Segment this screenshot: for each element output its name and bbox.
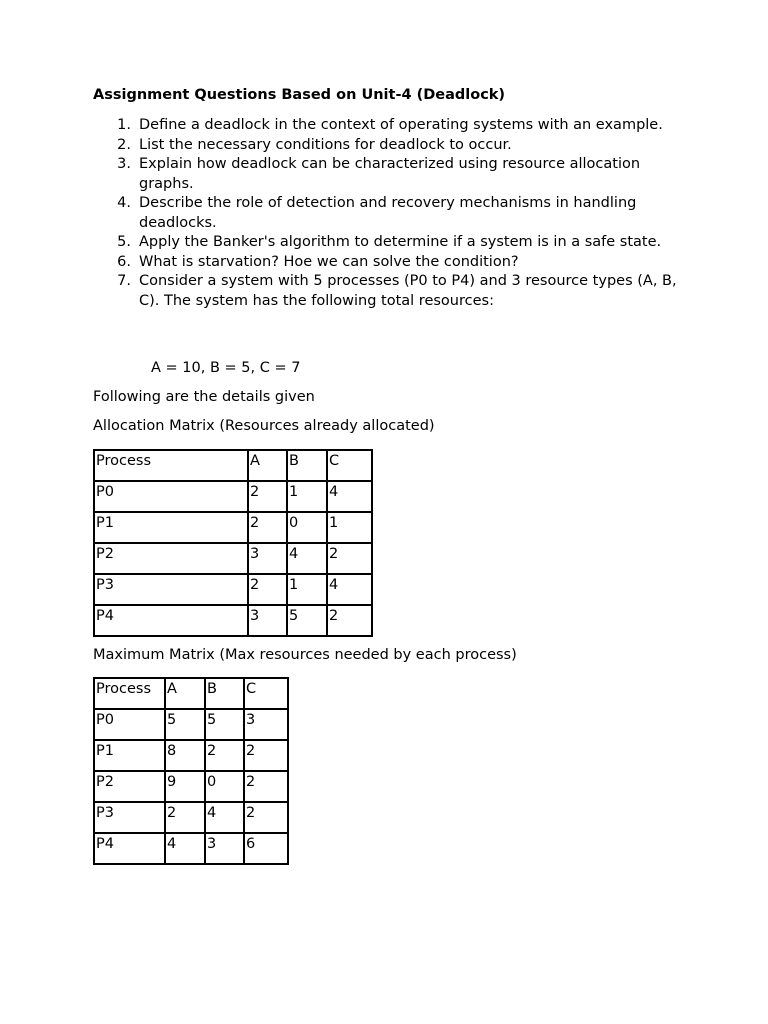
table-row xyxy=(94,771,288,802)
allocation-matrix-table xyxy=(93,449,373,637)
table-cell: P1 xyxy=(94,740,165,771)
list-item xyxy=(93,194,693,233)
table-cell: 2 xyxy=(327,543,372,574)
question-number: 6. xyxy=(117,253,131,270)
table-row xyxy=(94,512,372,543)
table-cell: 1 xyxy=(287,574,327,605)
list-item xyxy=(93,116,693,136)
total-resources: A = 10, B = 5, C = 7 xyxy=(151,360,301,376)
table-cell: 4 xyxy=(287,543,327,574)
table-cell: P4 xyxy=(94,605,248,636)
table-cell: 2 xyxy=(248,574,287,605)
table-cell: 3 xyxy=(205,833,244,864)
table-row xyxy=(94,543,372,574)
table-cell: 5 xyxy=(287,605,327,636)
question-text: List the necessary conditions for deadlock to occur. xyxy=(139,136,512,153)
table-cell: 0 xyxy=(205,771,244,802)
question-number: 5. xyxy=(117,234,131,250)
list-item xyxy=(93,253,693,273)
header-cell: Process xyxy=(94,450,248,481)
list-item xyxy=(93,272,693,311)
table-cell: P3 xyxy=(94,802,165,833)
details-intro: Following are the details given xyxy=(93,389,315,405)
table-row xyxy=(94,481,372,512)
table-cell: 4 xyxy=(205,802,244,833)
table-header-row xyxy=(94,450,372,481)
header-cell: C xyxy=(244,678,288,709)
table-cell: 2 xyxy=(248,512,287,543)
question-text: Apply the Banker's algorithm to determine if a system is in a safe state. xyxy=(139,234,662,250)
header-cell: A xyxy=(165,678,205,709)
table-cell: 2 xyxy=(244,771,288,802)
table-cell: 2 xyxy=(327,605,372,636)
table-cell: 8 xyxy=(165,740,205,771)
question-number: 2. xyxy=(117,136,131,153)
header-cell: A xyxy=(248,450,287,481)
table-cell: 6 xyxy=(244,833,288,864)
question-number: 7. xyxy=(117,273,131,289)
maximum-caption: Maximum Matrix (Max resources needed by each process) xyxy=(93,647,517,663)
table-cell: P3 xyxy=(94,574,248,605)
table-cell: 9 xyxy=(165,771,205,802)
maximum-matrix-table xyxy=(93,677,289,865)
table-cell: 5 xyxy=(205,709,244,740)
list-item xyxy=(93,155,693,194)
table-cell: P0 xyxy=(94,481,248,512)
table-cell: 5 xyxy=(165,709,205,740)
question-list xyxy=(93,116,693,311)
header-cell: Process xyxy=(94,678,165,709)
table-header-row xyxy=(94,678,288,709)
table-cell: P4 xyxy=(94,833,165,864)
table-cell: 1 xyxy=(327,512,372,543)
header-cell: B xyxy=(205,678,244,709)
table-cell: P0 xyxy=(94,709,165,740)
allocation-caption: Allocation Matrix (Resources already allocated) xyxy=(93,418,435,434)
question-text: Define a deadlock in the context of operating systems with an example. xyxy=(139,117,663,133)
table-row xyxy=(94,802,288,833)
question-number: 3. xyxy=(117,156,131,172)
table-cell: 4 xyxy=(327,481,372,512)
table-cell: 4 xyxy=(165,833,205,864)
table-row xyxy=(94,605,372,636)
header-cell: B xyxy=(287,450,327,481)
question-number: 1. xyxy=(117,117,131,133)
table-cell: 3 xyxy=(248,543,287,574)
table-cell: 2 xyxy=(205,740,244,771)
question-text: Explain how deadlock can be characterized using resource allocation graphs. xyxy=(139,156,641,192)
table-cell: P2 xyxy=(94,543,248,574)
table-cell: 2 xyxy=(244,802,288,833)
table-row xyxy=(94,709,288,740)
table-cell: 3 xyxy=(244,709,288,740)
question-number: 4. xyxy=(117,195,131,211)
table-row xyxy=(94,740,288,771)
table-cell: 4 xyxy=(327,574,372,605)
table-row xyxy=(94,574,372,605)
table-row xyxy=(94,833,288,864)
question-text: What is starvation? Hoe we can solve the condition? xyxy=(139,253,519,270)
list-item xyxy=(93,233,693,253)
table-cell: 2 xyxy=(244,740,288,771)
question-text: Describe the role of detection and recovery mechanisms in handling deadlocks. xyxy=(139,195,637,231)
table-cell: P2 xyxy=(94,771,165,802)
table-cell: 3 xyxy=(248,605,287,636)
table-cell: 2 xyxy=(165,802,205,833)
table-cell: P1 xyxy=(94,512,248,543)
list-item xyxy=(93,136,693,156)
table-cell: 0 xyxy=(287,512,327,543)
table-cell: 2 xyxy=(248,481,287,512)
table-cell: 1 xyxy=(287,481,327,512)
header-cell: C xyxy=(327,450,372,481)
question-text: Consider a system with 5 processes (P0 to P4) and 3 resource types (A, B, C). The system has the following total resources: xyxy=(139,273,677,309)
document-title: Assignment Questions Based on Unit-4 (Deadlock) xyxy=(93,87,506,103)
